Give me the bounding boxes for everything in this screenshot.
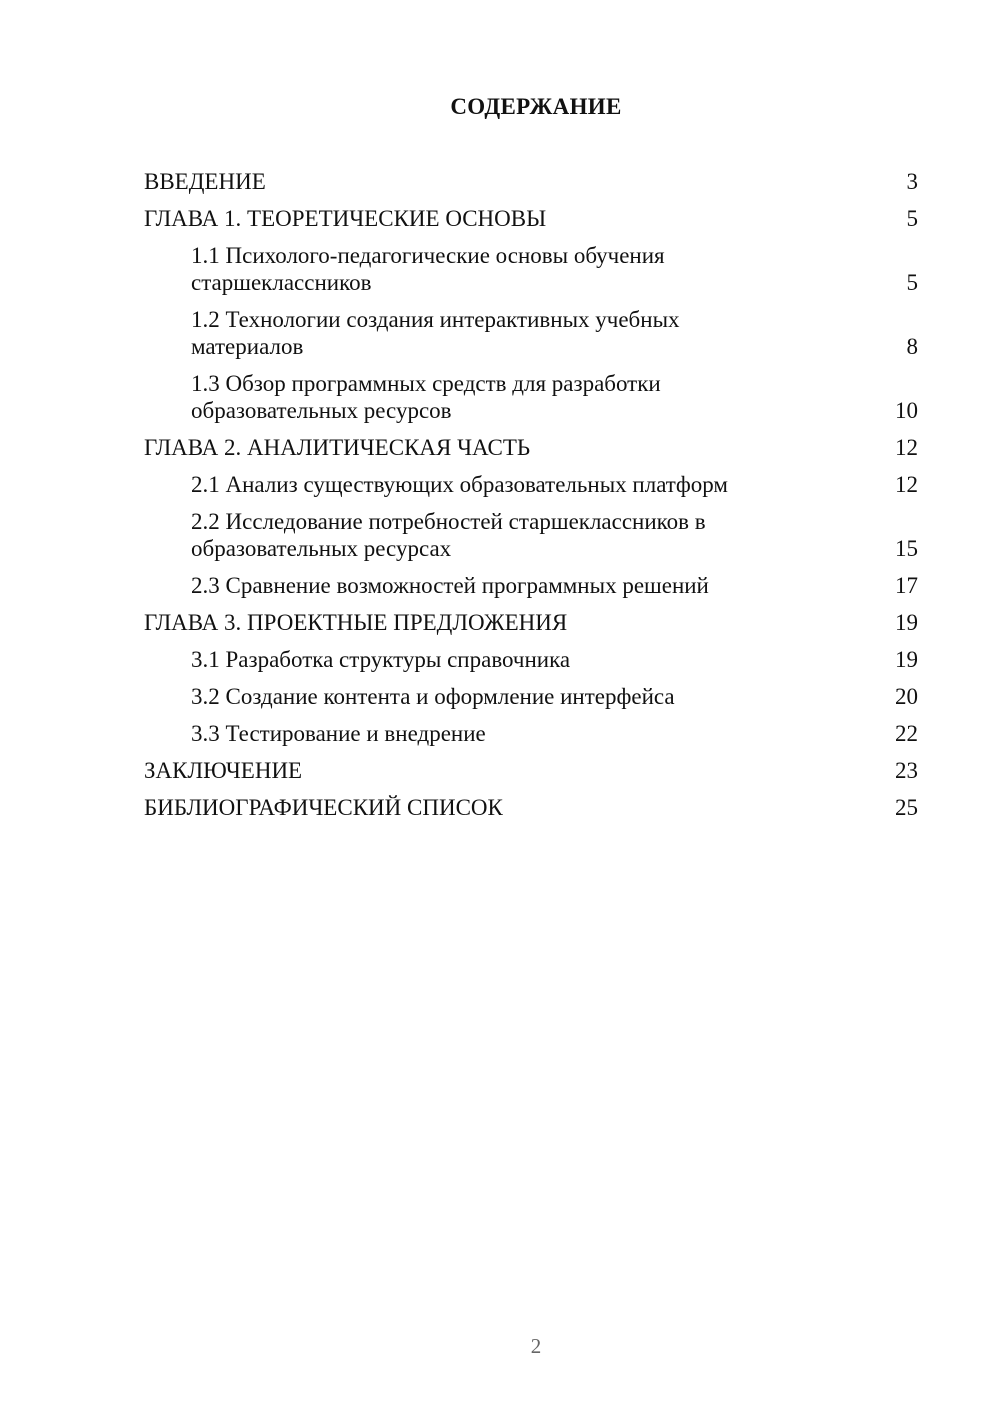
toc-entry-chapter-3[interactable] (144, 609, 918, 636)
toc-entry-page: 20 (895, 684, 918, 709)
toc-entry-section-2-2[interactable] (144, 508, 918, 562)
toc-entry-chapter-1[interactable] (144, 205, 918, 232)
toc-entry-section-1-3[interactable] (144, 370, 918, 424)
toc-entry-page: 10 (895, 398, 918, 423)
page-number: 2 (530, 1334, 542, 1358)
toc-entry-text: 1.3 Обзор программных средств для разработки образовательных ресурсов (191, 371, 661, 423)
toc-entry-page: 25 (895, 795, 918, 820)
toc-entry-page: 12 (895, 472, 918, 497)
toc-entry-text: ГЛАВА 2. АНАЛИТИЧЕСКАЯ ЧАСТЬ (144, 435, 531, 460)
toc-entry-section-3-1[interactable] (144, 646, 918, 673)
toc-entry-page: 15 (895, 536, 918, 561)
toc-entry-text: 2.1 Анализ существующих образовательных платформ (191, 472, 728, 497)
toc-entry-section-2-1[interactable] (144, 471, 918, 498)
toc-entry-section-1-2[interactable] (144, 306, 918, 360)
toc-entry-page: 22 (895, 721, 918, 746)
toc-entry-introduction[interactable] (144, 168, 918, 195)
toc-entry-section-1-1[interactable] (144, 242, 918, 296)
toc-entry-page: 17 (895, 573, 918, 598)
toc-entry-bibliography[interactable] (144, 794, 918, 821)
toc-entry-page: 8 (906, 334, 918, 359)
page-title: СОДЕРЖАНИЕ (450, 94, 622, 119)
table-of-contents (144, 168, 918, 821)
toc-entry-text: 3.1 Разработка структуры справочника (191, 647, 571, 672)
toc-entry-section-2-3[interactable] (144, 572, 918, 599)
toc-entry-text: БИБЛИОГРАФИЧЕСКИЙ СПИСОК (144, 795, 503, 820)
toc-entry-text: 3.2 Создание контента и оформление интерфейса (191, 684, 675, 709)
toc-entry-text: ГЛАВА 3. ПРОЕКТНЫЕ ПРЕДЛОЖЕНИЯ (144, 610, 568, 635)
toc-entry-page: 19 (895, 610, 918, 635)
toc-entry-text: 2.3 Сравнение возможностей программных решений (191, 573, 709, 598)
toc-entry-page: 23 (895, 758, 918, 783)
toc-entry-page: 19 (895, 647, 918, 672)
toc-entry-text: 1.1 Психолого-педагогические основы обучения старшеклассников (191, 243, 665, 295)
toc-entry-text: 1.2 Технологии создания интерактивных учебных материалов (191, 307, 680, 359)
toc-entry-conclusion[interactable] (144, 757, 918, 784)
toc-entry-page: 12 (895, 435, 918, 460)
toc-entry-page: 5 (906, 206, 918, 231)
toc-entry-text: ГЛАВА 1. ТЕОРЕТИЧЕСКИЕ ОСНОВЫ (144, 206, 547, 231)
toc-entry-text: ВВЕДЕНИЕ (144, 169, 266, 194)
toc-entry-chapter-2[interactable] (144, 434, 918, 461)
toc-entry-text: ЗАКЛЮЧЕНИЕ (144, 758, 303, 783)
toc-entry-text: 3.3 Тестирование и внедрение (191, 721, 486, 746)
toc-entry-page: 3 (906, 169, 918, 194)
toc-entry-page: 5 (906, 270, 918, 295)
toc-entry-section-3-3[interactable] (144, 720, 918, 747)
toc-entry-section-3-2[interactable] (144, 683, 918, 710)
toc-entry-text: 2.2 Исследование потребностей старшеклассников в образовательных ресурсах (191, 509, 706, 561)
